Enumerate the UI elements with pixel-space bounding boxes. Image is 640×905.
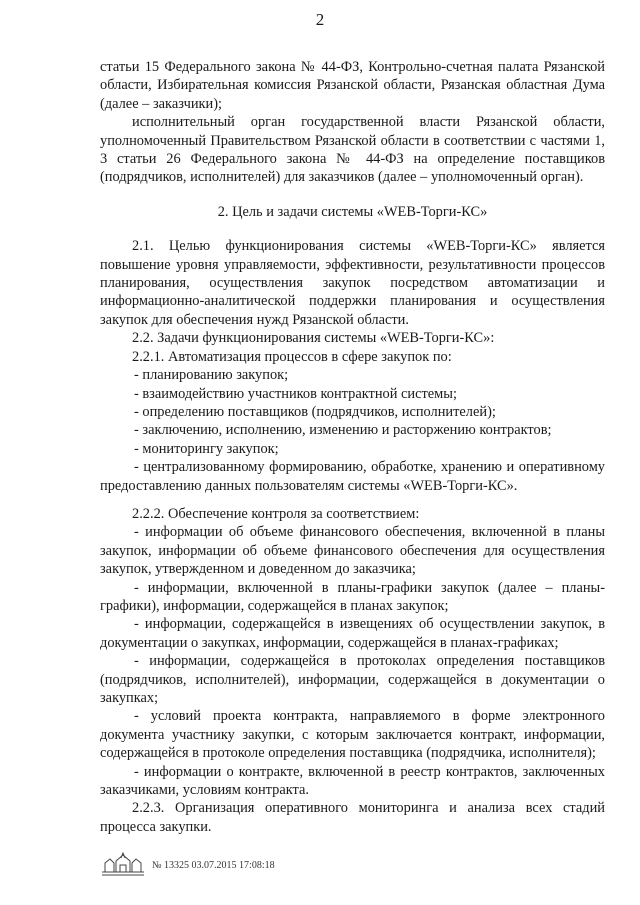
list-item: - взаимодействию участников контрактной системы; [134,385,457,402]
government-seal-icon [100,852,146,879]
list-item: - условий проекта контракта, направляемого в форме электронного документа участнику закупки, с которым заключается контракт, информации, содержащейся в протоколе определения поставщика (подрядчика, исполнителя); [100,708,605,762]
list-item: - планированию закупок; [134,367,289,384]
paragraph-2-2: 2.2. Задачи функционирования системы «WEB-Торги-КС»: [132,330,495,347]
list-item: - централизованному формированию, обработке, хранению и оперативному предоставлению данных пользователям системы «WEB-Торги-КС». [100,459,605,494]
paragraph-2-2-2: 2.2.2. Обеспечение контроля за соответствием: [132,505,420,522]
list-item: - мониторингу закупок; [134,440,279,457]
list-item: - информации, содержащейся в протоколах определения поставщиков (подрядчиков, исполнителей), информации, содержащейся в документации о закупках; [100,653,605,706]
section-heading: 2. Цель и задачи системы «WEB-Торги-КС» [217,203,488,220]
list-item: - информации о контракте, включенной в реестр контрактов, заключенных заказчиками, условиям контракта. [100,763,605,799]
list-item: - информации, включенной в планы-графики закупок (далее – планы-графики), информации, содержащейся в планах закупок; [100,579,605,614]
registration-footer [100,853,275,877]
list-item: - определению поставщиков (подрядчиков, исполнителей); [134,403,496,420]
page-number: 2 [315,10,325,29]
list-item: - заключению, исполнению, изменению и расторжению контрактов; [134,422,552,439]
paragraph-authorized-body: исполнительный орган государственной власти Рязанской области, уполномоченный Правительством Рязанской области в соответствии с частями 1, 3 статьи 26 Федерального закона № 44-ФЗ на определение поставщиков (подрядчиков, исполнителей) для заказчиков (далее – уполномоченный орган). [100,114,605,186]
paragraph-2-1: 2.1. Целью функционирования системы «WEB-Торги-КС» является повышение уровня управляемости, эффективности, результативности процессов планирования, осуществления закупок посредством автоматизации и информационно-аналитической поддержки планирования и осуществления закупок для обеспечения нужд Рязанской области. [100,238,605,328]
doc-registration-stamp: № 13325 03.07.2015 17:08:18 [152,859,275,871]
paragraph-2-2-3: 2.2.3. Организация оперативного мониторинга и анализа всех стадий процесса закупки. [100,800,605,835]
paragraph-2-2-1: 2.2.1. Автоматизация процессов в сфере закупок по: [132,348,452,365]
list-item: - информации об объеме финансового обеспечения, включенной в планы закупок, информации об объеме финансового обеспечения для осуществления закупок, утвержденном и доведенном до заказчика; [100,524,605,578]
document-body [100,58,605,836]
list-item: - информации, содержащейся в извещениях об осуществлении закупок, в документации о закупках, информации, содержащейся в планах-графиках; [100,616,605,651]
paragraph-intro-continuation: статьи 15 Федерального закона № 44-ФЗ, Контрольно-счетная палата Рязанской области, Избирательная комиссия Рязанской области, Рязанская областная Дума (далее – заказчики); [100,59,605,112]
